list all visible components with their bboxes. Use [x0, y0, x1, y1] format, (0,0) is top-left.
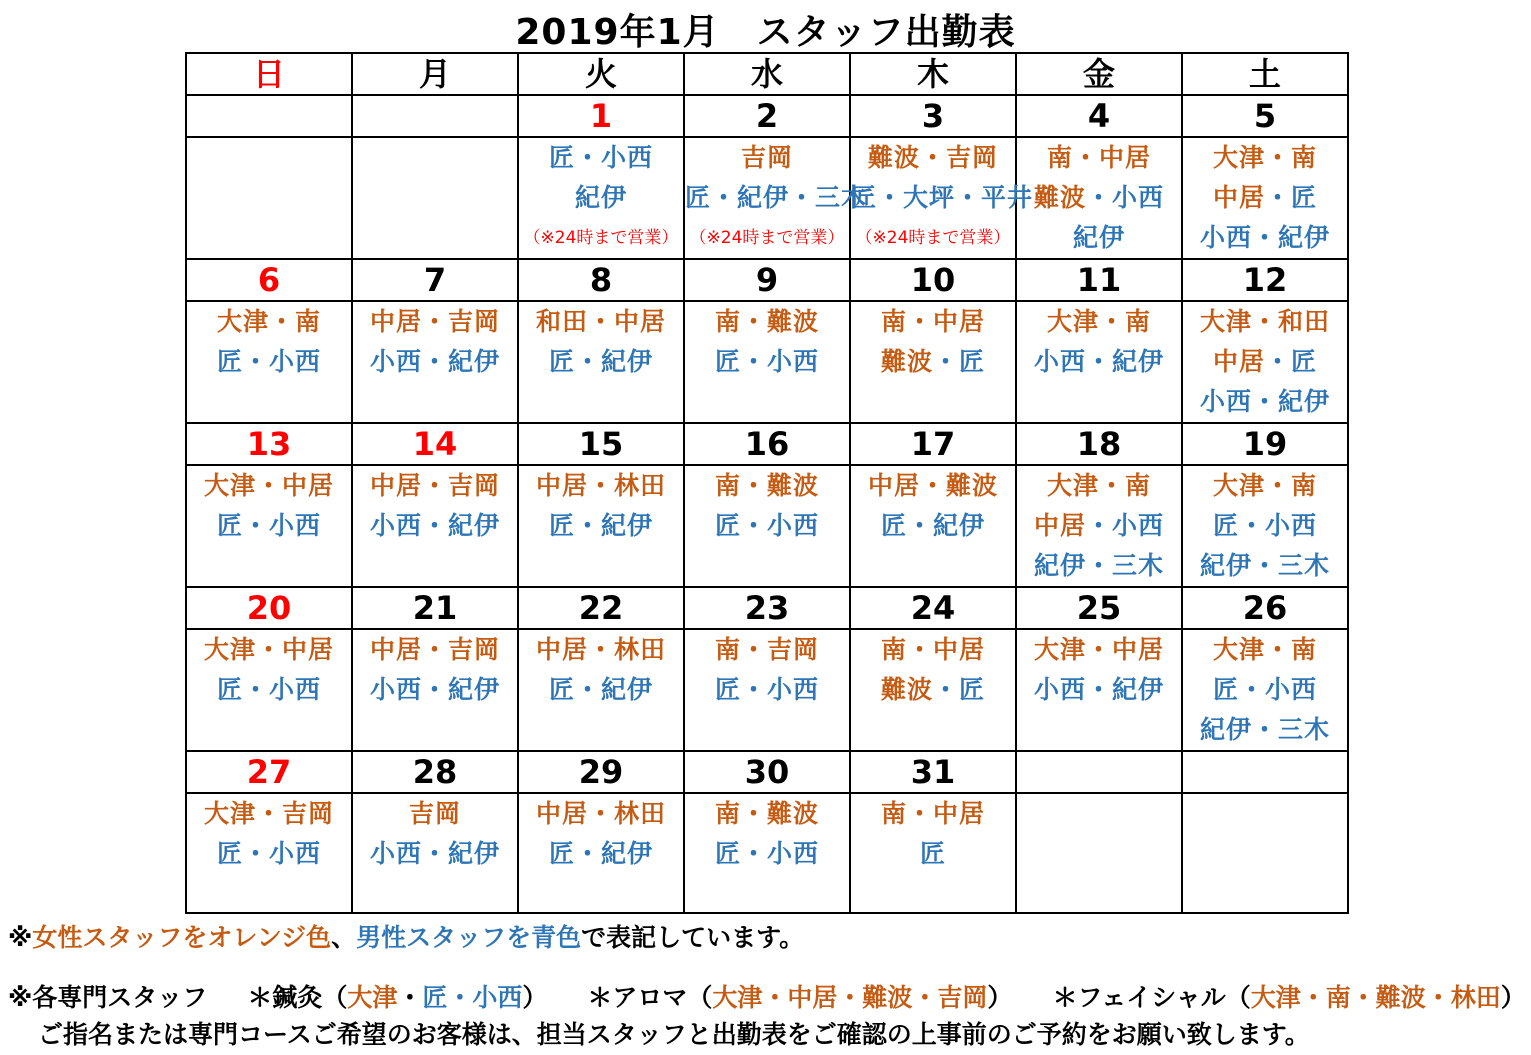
staff-names: 小西・紀伊 — [369, 839, 500, 868]
staff-names: 大津・南 — [216, 307, 321, 336]
weekday-header: 月 — [352, 53, 518, 95]
day-number: 21 — [352, 587, 518, 629]
staff-cell — [1182, 301, 1348, 423]
staff-names: 南・中居 — [880, 307, 985, 336]
staff-names: 難波・匠 — [880, 675, 986, 704]
staff-names: 難波・吉岡 — [867, 143, 998, 172]
staff-names: 匠・紀伊 — [548, 347, 653, 376]
staff-names: 大津・吉岡 — [203, 799, 334, 828]
staff-names: 南・中居 — [880, 635, 985, 664]
staff-cell — [684, 793, 850, 913]
staff-names: 匠 — [919, 839, 946, 868]
staff-cell — [352, 465, 518, 587]
staff-cell — [1182, 793, 1348, 913]
staff-cell — [684, 629, 850, 751]
staff-names: 南・中居 — [1046, 143, 1151, 172]
footer-text: ※各専門スタッフ — [8, 983, 208, 1012]
staff-cell — [186, 465, 352, 587]
staff-names: 中居・林田 — [535, 799, 666, 828]
staff-cell — [850, 301, 1016, 423]
staff-names: 匠・紀伊 — [548, 675, 653, 704]
weekday-header: 土 — [1182, 53, 1348, 95]
staff-names: 南・難波 — [714, 799, 819, 828]
staff-names: 匠・小西 — [216, 347, 321, 376]
day-number: 28 — [352, 751, 518, 793]
footer-text: 大津・中居・難波・吉岡 — [712, 983, 988, 1012]
staff-cell — [1016, 301, 1182, 423]
day-number: 25 — [1016, 587, 1182, 629]
day-number: 2 — [684, 95, 850, 137]
weekday-header: 水 — [684, 53, 850, 95]
staff-names: 難波・匠 — [880, 347, 986, 376]
staff-row — [186, 137, 1348, 259]
day-number: 14 — [352, 423, 518, 465]
staff-names: 中居・吉岡 — [369, 307, 500, 336]
staff-cell — [1182, 465, 1348, 587]
page-title: 2019年1月 スタッフ出勤表 — [515, 12, 1016, 53]
staff-cell — [1182, 629, 1348, 751]
footer-text: 大津・南・難波・林田 — [1250, 983, 1501, 1012]
staff-row — [186, 301, 1348, 423]
staff-names: 紀伊・三木 — [1199, 715, 1330, 744]
reservation-note: ご指名または専門コースご希望のお客様は、担当スタッフと出勤表をご確認の上事前のご予約をお願い致します。 — [38, 1020, 1310, 1049]
staff-cell — [1016, 629, 1182, 751]
day-number: 16 — [684, 423, 850, 465]
staff-names: 小西・紀伊 — [369, 347, 500, 376]
staff-names: 中居・吉岡 — [369, 471, 500, 500]
staff-cell — [684, 137, 868, 259]
day-number: 20 — [186, 587, 352, 629]
day-number: 22 — [518, 587, 684, 629]
footer-text: ） — [1500, 983, 1526, 1012]
staff-names: 匠・小西 — [216, 675, 321, 704]
day-number: 11 — [1016, 259, 1182, 301]
staff-names: 大津・南 — [1212, 471, 1317, 500]
staff-names: 小西・紀伊 — [1199, 223, 1330, 252]
staff-names: 大津・南 — [1212, 143, 1317, 172]
staff-cell — [850, 465, 1016, 587]
staff-names: 匠・小西 — [548, 143, 653, 172]
staff-calendar — [185, 52, 1349, 914]
staff-cell — [1016, 793, 1182, 913]
staff-names: 大津・中居 — [1033, 635, 1164, 664]
staff-names: 紀伊 — [574, 183, 627, 212]
staff-cell — [186, 137, 352, 259]
staff-cell — [518, 137, 684, 259]
day-number: 19 — [1182, 423, 1348, 465]
staff-cell — [186, 793, 352, 913]
day-number: 13 — [186, 423, 352, 465]
footer-text: 男性スタッフを青色 — [356, 923, 582, 952]
day-number: 26 — [1182, 587, 1348, 629]
day-number — [352, 95, 518, 137]
day-number — [186, 95, 352, 137]
day-number: 9 — [684, 259, 850, 301]
staff-names: 小西・紀伊 — [1033, 347, 1164, 376]
staff-cell — [352, 301, 518, 423]
staff-names: 小西・紀伊 — [369, 675, 500, 704]
date-row — [186, 587, 1348, 629]
staff-row — [186, 465, 1348, 587]
staff-names: 中居・林田 — [535, 471, 666, 500]
staff-cell — [684, 301, 850, 423]
staff-cell — [518, 301, 684, 423]
staff-names: 大津・中居 — [203, 471, 334, 500]
day-number: 8 — [518, 259, 684, 301]
footer-text: ＊鍼灸（ — [247, 983, 348, 1012]
day-number: 23 — [684, 587, 850, 629]
staff-cell — [850, 793, 1016, 913]
footer-text: 大津 — [347, 983, 398, 1012]
staff-names: 中居・匠 — [1212, 347, 1318, 376]
day-number: 15 — [518, 423, 684, 465]
weekday-header: 金 — [1016, 53, 1182, 95]
staff-cell — [518, 629, 684, 751]
footer-text: 、 — [331, 923, 357, 952]
staff-cell — [1016, 137, 1182, 259]
staff-names: 南・難波 — [714, 307, 819, 336]
staff-names: 匠・紀伊 — [548, 839, 653, 868]
staff-names: 匠・紀伊・三木 — [685, 183, 868, 212]
day-number — [1182, 751, 1348, 793]
hours-note: （※24時まで営業） — [523, 228, 679, 248]
staff-names: 小西・紀伊 — [1033, 675, 1164, 704]
staff-row — [186, 793, 1348, 913]
day-number: 1 — [518, 95, 684, 137]
staff-names: 匠・小西 — [216, 839, 321, 868]
footer-text: 女性スタッフをオレンジ色 — [32, 923, 332, 952]
staff-cell — [352, 629, 518, 751]
staff-names: 匠・小西 — [216, 511, 321, 540]
staff-names: 匠・小西 — [714, 511, 819, 540]
date-row — [186, 751, 1348, 793]
staff-names: 大津・和田 — [1199, 307, 1330, 336]
staff-cell — [186, 629, 352, 751]
staff-cell — [850, 137, 1034, 259]
day-number: 27 — [186, 751, 352, 793]
staff-names: 匠・紀伊 — [880, 511, 985, 540]
staff-cell — [352, 137, 518, 259]
staff-cell — [186, 301, 352, 423]
staff-names: 匠・小西 — [714, 347, 819, 376]
day-number: 10 — [850, 259, 1016, 301]
staff-cell — [684, 465, 850, 587]
date-row — [186, 423, 1348, 465]
staff-cell — [518, 465, 684, 587]
day-number: 18 — [1016, 423, 1182, 465]
staff-names: 難波・小西 — [1033, 183, 1165, 212]
staff-names: 吉岡 — [740, 143, 793, 172]
staff-names: 匠・小西 — [714, 839, 819, 868]
day-number: 29 — [518, 751, 684, 793]
staff-names: 中居・林田 — [535, 635, 666, 664]
staff-names: 匠・小西 — [714, 675, 819, 704]
day-number: 30 — [684, 751, 850, 793]
staff-names: 大津・南 — [1212, 635, 1317, 664]
day-number: 17 — [850, 423, 1016, 465]
footer-text: ） — [987, 983, 1013, 1012]
staff-names: 中居・難波 — [867, 471, 998, 500]
staff-cell — [1016, 465, 1182, 587]
staff-names: 中居・匠 — [1212, 183, 1318, 212]
day-number: 5 — [1182, 95, 1348, 137]
weekday-header: 木 — [850, 53, 1016, 95]
footer-text: ・ — [397, 983, 423, 1012]
date-row — [186, 259, 1348, 301]
day-number: 31 — [850, 751, 1016, 793]
staff-names: 南・中居 — [880, 799, 985, 828]
footer-text: で表記しています。 — [581, 923, 805, 952]
staff-names: 中居・吉岡 — [369, 635, 500, 664]
staff-cell — [352, 793, 518, 913]
staff-names: 小西・紀伊 — [369, 511, 500, 540]
weekday-header: 日 — [186, 53, 352, 95]
staff-names: 大津・南 — [1046, 471, 1151, 500]
staff-cell — [1182, 137, 1348, 259]
staff-names: 匠・大坪・平井 — [851, 183, 1034, 212]
day-number: 4 — [1016, 95, 1182, 137]
staff-names: 中居・小西 — [1033, 511, 1165, 540]
staff-names: 大津・中居 — [203, 635, 334, 664]
day-number: 12 — [1182, 259, 1348, 301]
day-number: 6 — [186, 259, 352, 301]
day-number: 7 — [352, 259, 518, 301]
staff-cell — [518, 793, 684, 913]
staff-cell — [850, 629, 1016, 751]
staff-row — [186, 629, 1348, 751]
staff-names: 紀伊・三木 — [1033, 551, 1164, 580]
staff-names: 匠・紀伊 — [548, 511, 653, 540]
legend-note — [8, 918, 804, 954]
staff-names: 大津・南 — [1046, 307, 1151, 336]
weekday-header: 火 — [518, 53, 684, 95]
footer-text: ＊フェイシャル（ — [1052, 983, 1251, 1012]
day-number: 24 — [850, 587, 1016, 629]
staff-names: 小西・紀伊 — [1199, 387, 1330, 416]
date-row — [186, 95, 1348, 137]
day-number — [1016, 751, 1182, 793]
staff-names: 吉岡 — [408, 799, 461, 828]
day-number: 3 — [850, 95, 1016, 137]
footer-text: ） — [522, 983, 548, 1012]
staff-names: 匠・小西 — [1212, 675, 1317, 704]
weekday-header-row — [186, 53, 1348, 95]
staff-names: 南・難波 — [714, 471, 819, 500]
hours-note: （※24時まで営業） — [689, 228, 845, 248]
footer-text: ＊アロマ（ — [587, 983, 713, 1012]
footer-text: ※ — [8, 923, 33, 952]
staff-names: 紀伊・三木 — [1199, 551, 1330, 580]
staff-names: 和田・中居 — [535, 307, 666, 336]
hours-note: （※24時まで営業） — [855, 228, 1011, 248]
staff-names: 匠・小西 — [1212, 511, 1317, 540]
staff-names: 南・吉岡 — [714, 635, 819, 664]
staff-names: 紀伊 — [1072, 223, 1125, 252]
footer-text: 匠・小西 — [422, 983, 523, 1012]
specialist-note — [8, 978, 1526, 1014]
